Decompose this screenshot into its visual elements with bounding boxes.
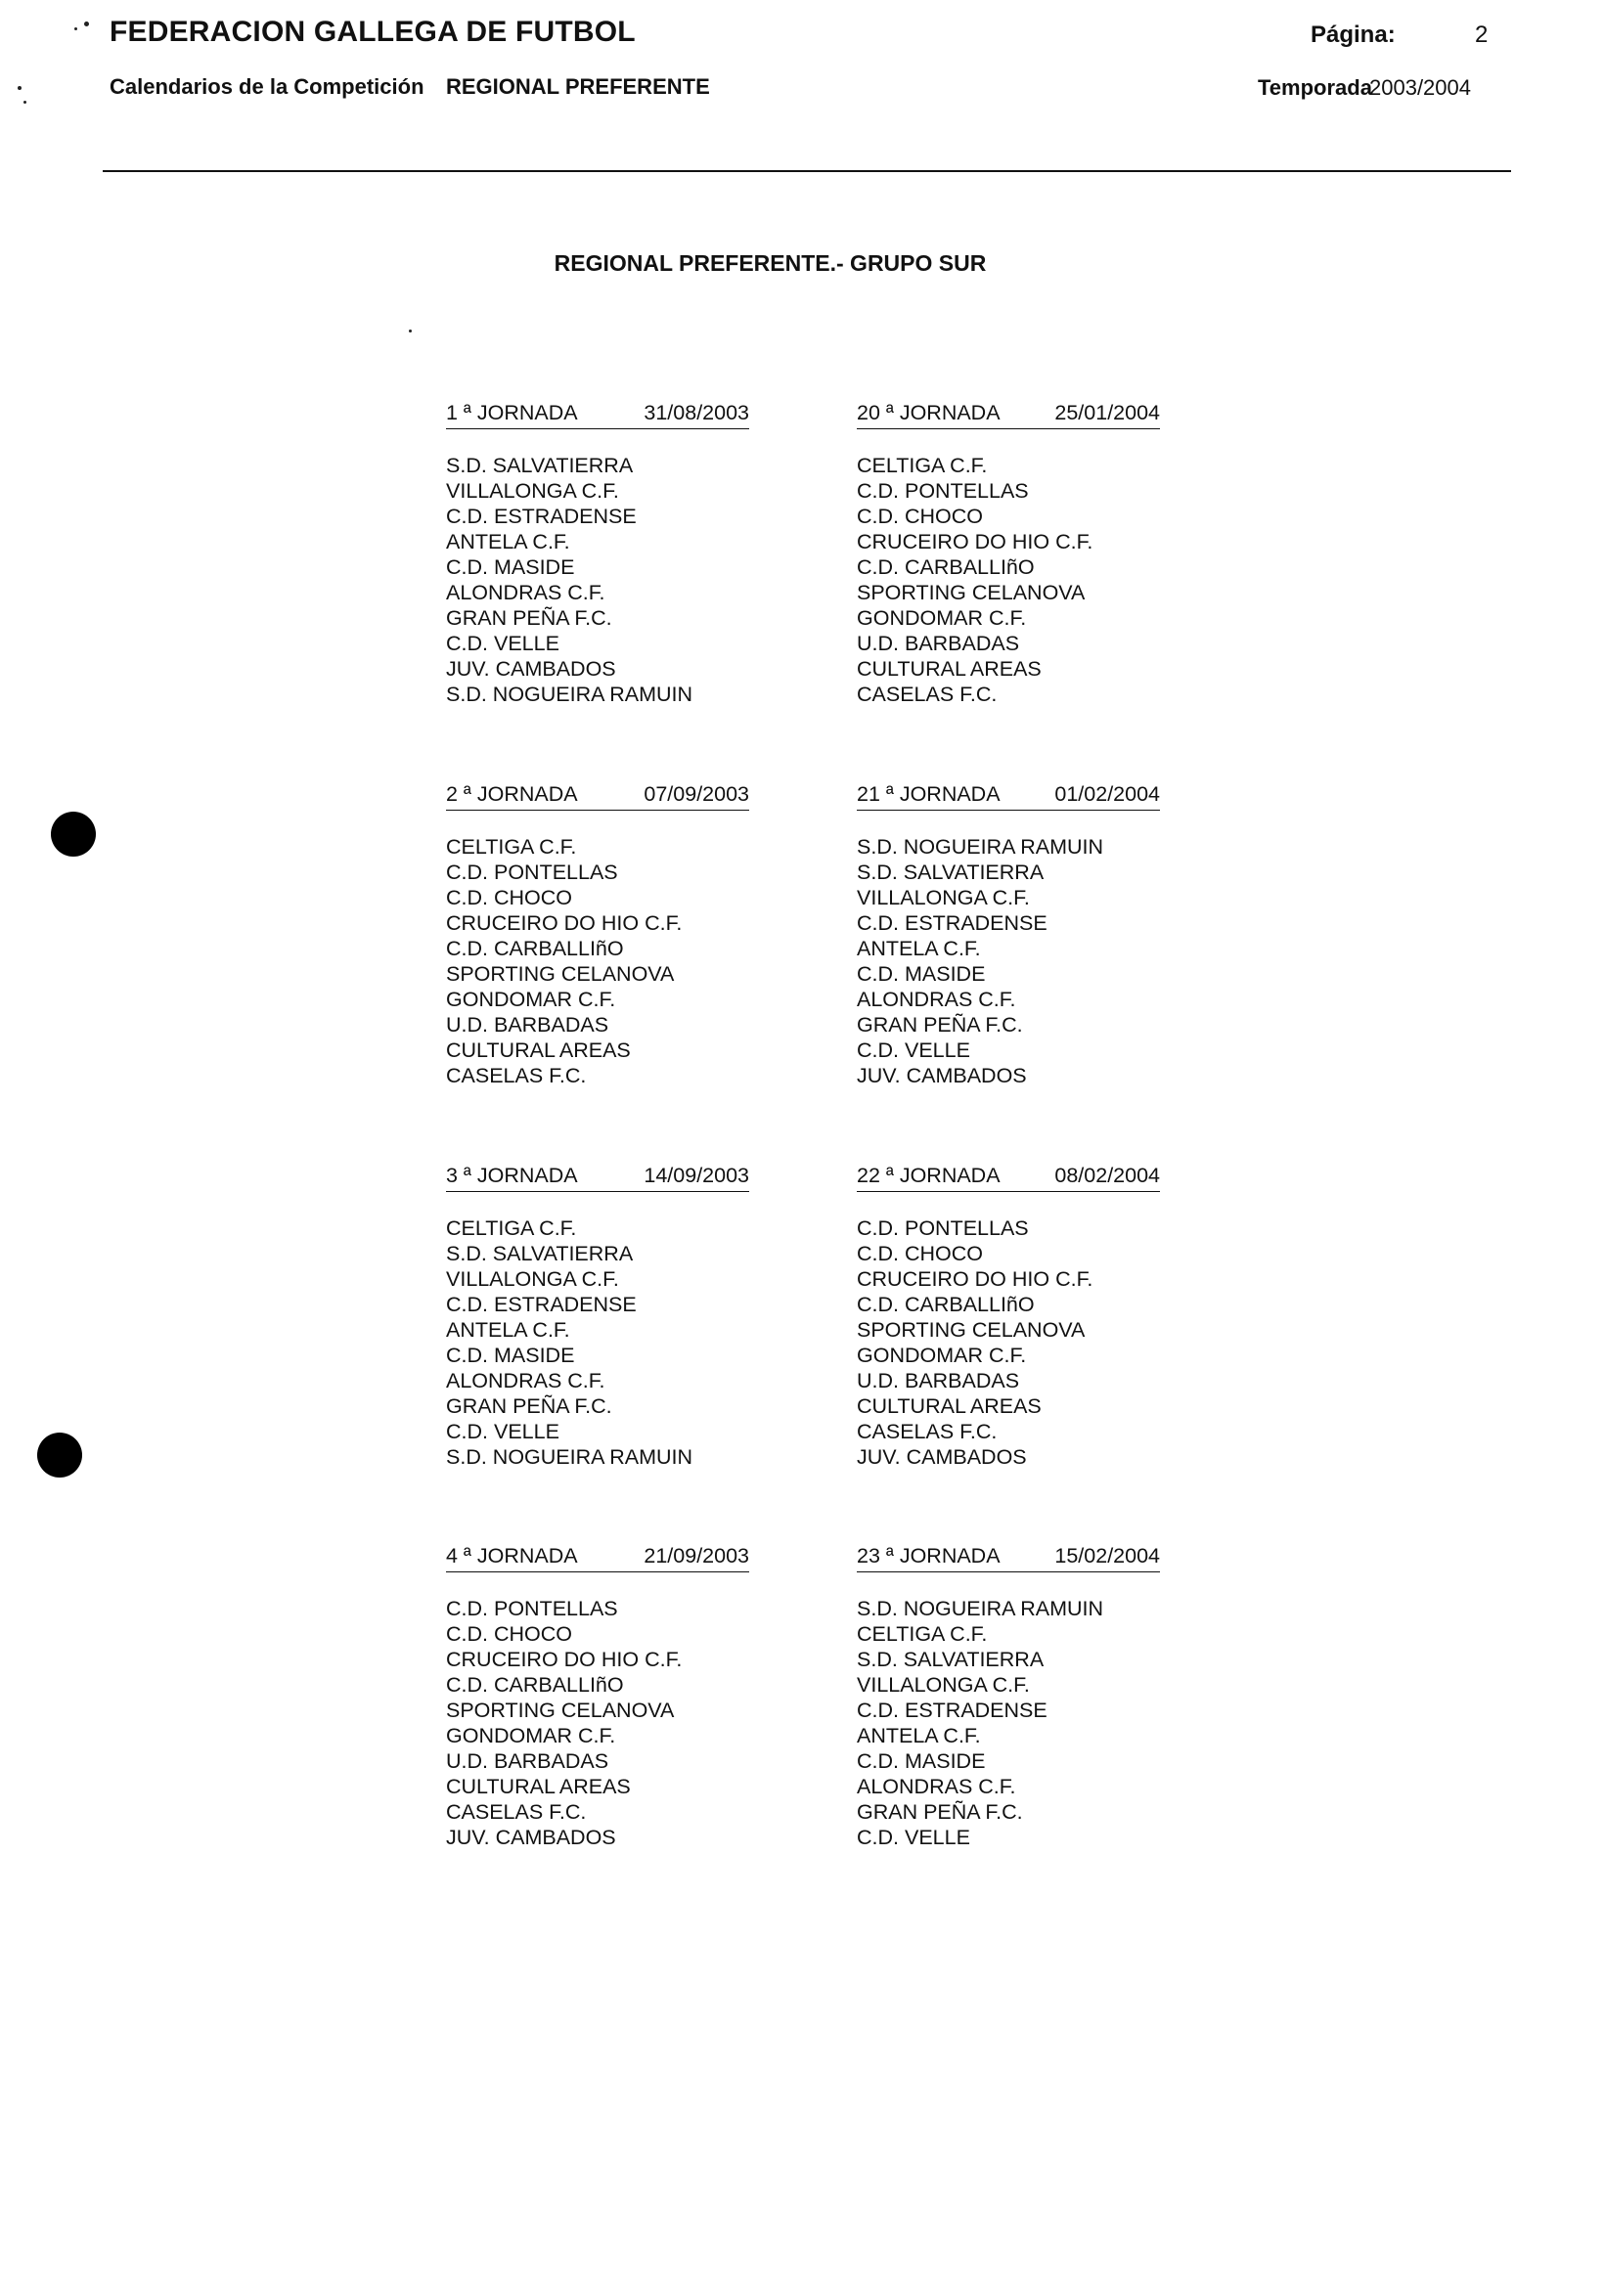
round-header [446,401,749,429]
team-item: SPORTING CELANOVA [857,581,1086,604]
round-name: 20 ª JORNADA [857,401,1001,424]
team-item: ANTELA C.F. [857,1724,981,1747]
team-item: C.D. ESTRADENSE [857,911,1047,935]
team-item: ALONDRAS C.F. [857,1775,1016,1798]
team-list [446,453,749,707]
competition-name: REGIONAL PREFERENTE [446,74,710,99]
team-item: S.D. NOGUEIRA RAMUIN [857,1597,1104,1620]
team-item: GRAN PEÑA F.C. [857,1800,1023,1824]
team-item: ANTELA C.F. [857,937,981,960]
scan-speck [18,86,22,90]
round-block [857,1544,1160,1850]
round-block [857,1164,1160,1470]
team-item: C.D. VELLE [446,632,559,655]
team-item: U.D. BARBADAS [446,1749,609,1773]
binder-hole-icon [51,812,96,857]
round-name: 2 ª JORNADA [446,782,578,806]
team-item: CASELAS F.C. [446,1800,587,1824]
team-item: C.D. CHOCO [446,886,572,909]
team-item: C.D. PONTELLAS [857,1216,1029,1240]
team-item: GONDOMAR C.F. [857,606,1027,630]
team-item: CELTIGA C.F. [446,1216,577,1240]
round-block [857,782,1160,1088]
round-date: 08/02/2004 [1054,1164,1160,1187]
round-date: 07/09/2003 [644,782,749,806]
team-item: CASELAS F.C. [446,1064,587,1087]
round-header [446,1544,749,1572]
team-item: C.D. PONTELLAS [857,479,1029,503]
team-item: S.D. SALVATIERRA [446,1242,634,1265]
team-list [446,834,749,1088]
team-item: VILLALONGA C.F. [446,1267,619,1291]
team-item: C.D. PONTELLAS [446,861,618,884]
team-item: C.D. CHOCO [446,1622,572,1646]
team-item: CULTURAL AREAS [857,657,1042,681]
team-item: CULTURAL AREAS [446,1775,631,1798]
team-item: U.D. BARBADAS [857,632,1020,655]
team-list [446,1215,749,1470]
team-item: CELTIGA C.F. [446,835,577,859]
team-item: CASELAS F.C. [857,683,998,706]
team-list [857,453,1160,707]
team-item: GRAN PEÑA F.C. [446,1394,612,1418]
team-item: GONDOMAR C.F. [446,1724,616,1747]
round-date: 21/09/2003 [644,1544,749,1567]
team-item: CELTIGA C.F. [857,454,988,477]
round-name: 23 ª JORNADA [857,1544,1001,1567]
team-item: C.D. CARBALLIñO [857,1293,1035,1316]
organization-title: FEDERACION GALLEGA DE FUTBOL [110,16,636,48]
team-item: C.D. MASIDE [857,962,986,986]
page-number: 2 [1475,22,1489,48]
team-item: CULTURAL AREAS [857,1394,1042,1418]
team-item: S.D. SALVATIERRA [857,1648,1045,1671]
team-item: CRUCEIRO DO HIO C.F. [857,530,1093,553]
team-list [446,1596,749,1850]
team-item: CRUCEIRO DO HIO C.F. [857,1267,1093,1291]
round-block [857,401,1160,707]
team-item: ALONDRAS C.F. [446,1369,605,1392]
team-item: JUV. CAMBADOS [446,657,616,681]
binder-hole-icon [37,1433,82,1478]
team-item: S.D. SALVATIERRA [446,454,634,477]
team-item: S.D. NOGUEIRA RAMUIN [857,835,1104,859]
round-header [857,782,1160,811]
round-name: 1 ª JORNADA [446,401,578,424]
round-date: 31/08/2003 [644,401,749,424]
team-item: CELTIGA C.F. [857,1622,988,1646]
team-item: C.D. PONTELLAS [446,1597,618,1620]
team-item: GRAN PEÑA F.C. [446,606,612,630]
round-name: 4 ª JORNADA [446,1544,578,1567]
team-item: CRUCEIRO DO HIO C.F. [446,1648,683,1671]
team-item: SPORTING CELANOVA [446,1699,675,1722]
team-item: C.D. CARBALLIñO [446,937,624,960]
round-header [857,401,1160,429]
team-item: ALONDRAS C.F. [446,581,605,604]
team-item: C.D. CHOCO [857,505,983,528]
team-item: VILLALONGA C.F. [857,886,1030,909]
team-item: CASELAS F.C. [857,1420,998,1443]
team-item: C.D. CARBALLIñO [857,555,1035,579]
team-item: VILLALONGA C.F. [857,1673,1030,1697]
team-item: C.D. VELLE [857,1038,970,1062]
team-list [857,1596,1160,1850]
team-item: C.D. VELLE [857,1826,970,1849]
team-item: JUV. CAMBADOS [857,1445,1027,1469]
team-item: JUV. CAMBADOS [857,1064,1027,1087]
round-date: 01/02/2004 [1054,782,1160,806]
round-date: 14/09/2003 [644,1164,749,1187]
team-item: GONDOMAR C.F. [857,1344,1027,1367]
season-label: Temporada [1258,75,1372,100]
team-item: VILLALONGA C.F. [446,479,619,503]
round-block [446,1164,749,1470]
team-item: GONDOMAR C.F. [446,988,616,1011]
team-item: ANTELA C.F. [446,530,570,553]
round-name: 3 ª JORNADA [446,1164,578,1187]
round-block [446,1544,749,1850]
round-header [446,782,749,811]
team-item: C.D. CHOCO [857,1242,983,1265]
team-item: CULTURAL AREAS [446,1038,631,1062]
team-item: CRUCEIRO DO HIO C.F. [446,911,683,935]
season-value: 2003/2004 [1369,75,1471,100]
round-date: 25/01/2004 [1054,401,1160,424]
team-item: C.D. CARBALLIñO [446,1673,624,1697]
scan-speck [74,27,77,30]
round-block [446,401,749,707]
team-item: U.D. BARBADAS [857,1369,1020,1392]
team-item: SPORTING CELANOVA [857,1318,1086,1342]
round-name: 21 ª JORNADA [857,782,1001,806]
team-item: C.D. VELLE [446,1420,559,1443]
page-label: Página: [1311,22,1396,48]
round-header [857,1544,1160,1572]
team-item: C.D. ESTRADENSE [446,1293,637,1316]
team-item: C.D. ESTRADENSE [857,1699,1047,1722]
team-item: U.D. BARBADAS [446,1013,609,1037]
team-item: GRAN PEÑA F.C. [857,1013,1023,1037]
team-list [857,834,1160,1088]
team-item: ALONDRAS C.F. [857,988,1016,1011]
team-item: S.D. NOGUEIRA RAMUIN [446,683,693,706]
team-item: C.D. ESTRADENSE [446,505,637,528]
team-item: C.D. MASIDE [857,1749,986,1773]
team-item: ANTELA C.F. [446,1318,570,1342]
team-item: S.D. NOGUEIRA RAMUIN [446,1445,693,1469]
team-item: S.D. SALVATIERRA [857,861,1045,884]
round-block [446,782,749,1088]
team-item: JUV. CAMBADOS [446,1826,616,1849]
document-subtitle: Calendarios de la Competición [110,74,424,99]
scan-speck [409,330,412,332]
team-item: C.D. MASIDE [446,555,575,579]
round-name: 22 ª JORNADA [857,1164,1001,1187]
group-title: REGIONAL PREFERENTE.- GRUPO SUR [554,250,987,276]
round-header [446,1164,749,1192]
team-item: SPORTING CELANOVA [446,962,675,986]
round-date: 15/02/2004 [1054,1544,1160,1567]
scan-speck [23,101,26,104]
team-item: C.D. MASIDE [446,1344,575,1367]
header-divider [103,170,1511,172]
round-header [857,1164,1160,1192]
team-list [857,1215,1160,1470]
scan-speck [84,22,89,26]
